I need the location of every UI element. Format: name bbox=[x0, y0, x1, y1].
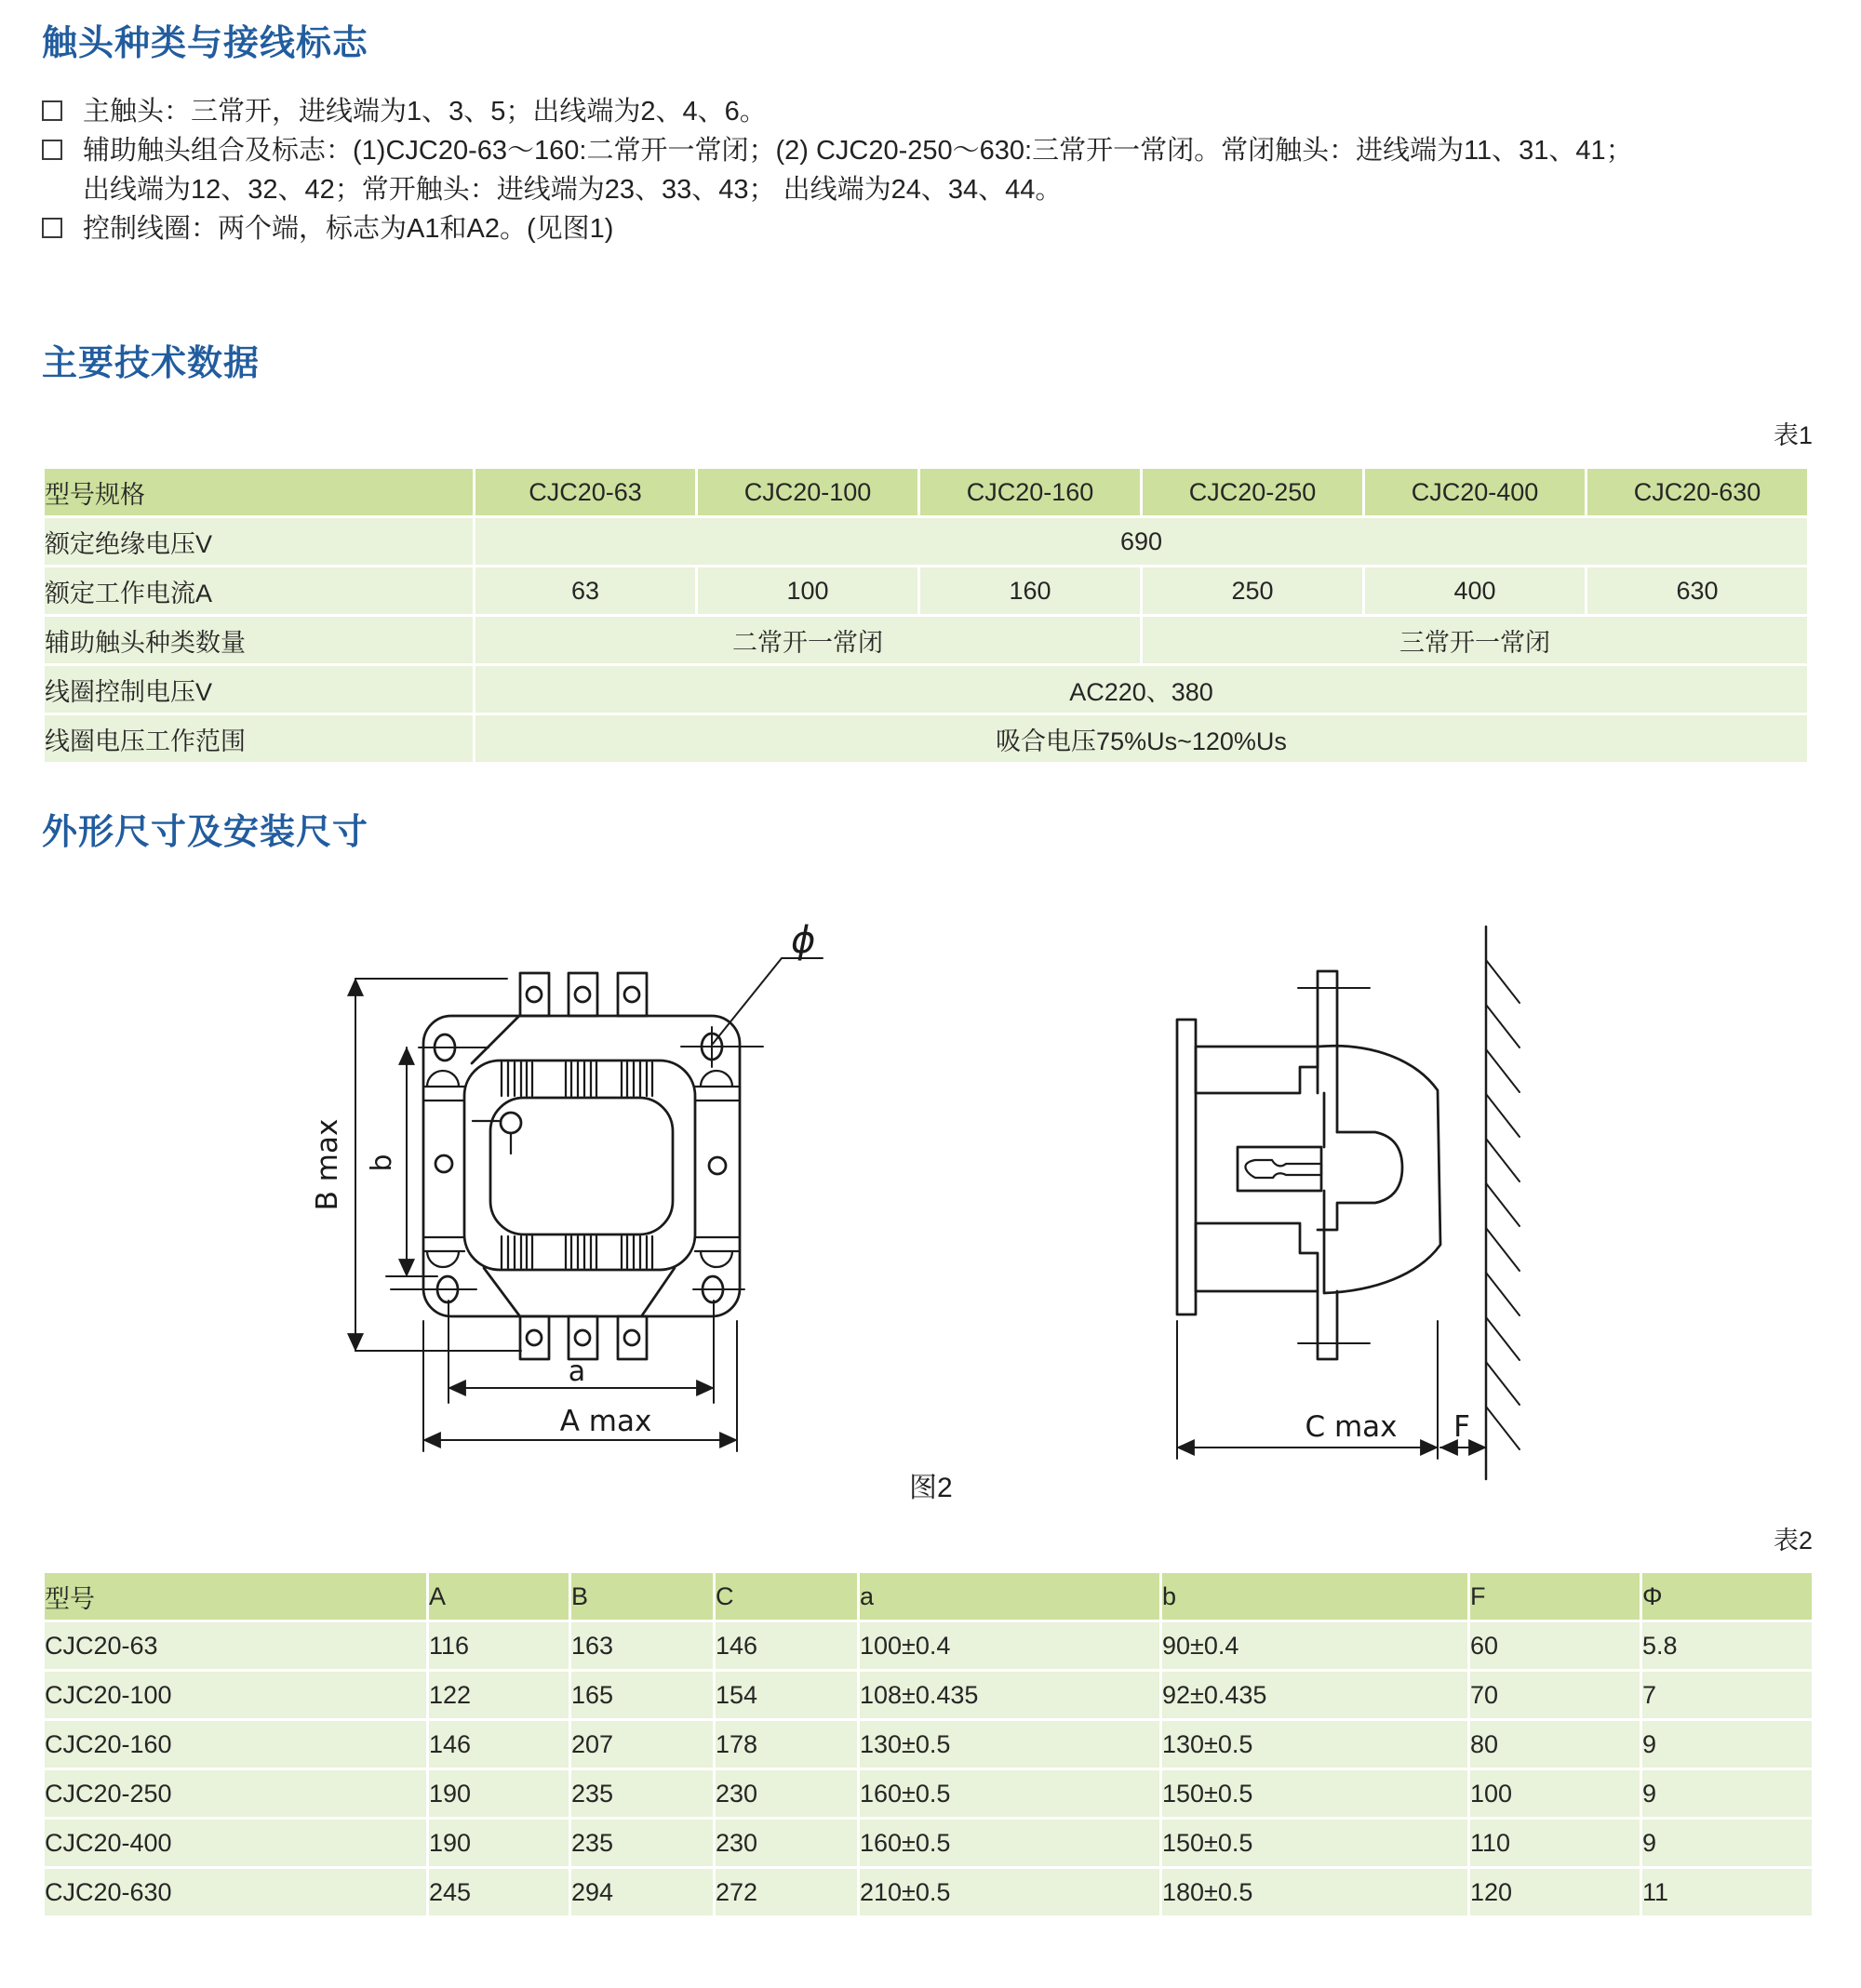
table1-label: 表1 bbox=[1773, 421, 1813, 449]
inner-frame bbox=[464, 1061, 695, 1270]
header-cell: CJC20-400 bbox=[1365, 469, 1585, 515]
table2-label: 表2 bbox=[1773, 1527, 1813, 1554]
cell: 吸合电压75%Us~120%Us bbox=[475, 715, 1807, 762]
header-cell: CJC20-630 bbox=[1587, 469, 1807, 515]
header-cell: CJC20-160 bbox=[920, 469, 1140, 515]
list-item bbox=[42, 93, 1838, 132]
front-view-drawing bbox=[423, 973, 740, 1359]
cell: 116 bbox=[429, 1622, 569, 1669]
cell: 11 bbox=[1642, 1869, 1812, 1915]
table-row bbox=[45, 518, 1807, 565]
cell: 160±0.5 bbox=[860, 1770, 1159, 1817]
table-row bbox=[45, 617, 1807, 663]
section-title-contact-types: 触头种类与接线标志 bbox=[42, 24, 369, 63]
cell: 60 bbox=[1470, 1622, 1640, 1669]
cell: 630 bbox=[1587, 567, 1807, 614]
cell: CJC20-160 bbox=[45, 1721, 426, 1768]
table-row bbox=[45, 1770, 1812, 1817]
table-header-row bbox=[45, 469, 1807, 515]
cell: CJC20-630 bbox=[45, 1869, 426, 1915]
cell: 63 bbox=[475, 567, 695, 614]
row-label-cell: 额定工作电流A bbox=[45, 567, 473, 614]
cell: 三常开一常闭 bbox=[1143, 617, 1807, 663]
side-terminal-top bbox=[1298, 971, 1370, 1132]
list-item-text: 控制线圈：两个端，标志为A1和A2。(见图1) bbox=[83, 214, 614, 244]
dimension-table bbox=[42, 1570, 1814, 1918]
row-label-cell: 线圈控制电压V bbox=[45, 666, 473, 713]
cell: 146 bbox=[716, 1622, 857, 1669]
cell: 690 bbox=[475, 518, 1807, 565]
terminal-tabs-bottom bbox=[520, 1316, 647, 1359]
list-item-continuation bbox=[42, 171, 1838, 210]
side-terminal-bottom bbox=[1298, 1291, 1370, 1359]
dim-label-c-max: C max bbox=[1305, 1410, 1398, 1444]
cell: 5.8 bbox=[1642, 1622, 1812, 1669]
cell: 9 bbox=[1642, 1721, 1812, 1768]
cell: 9 bbox=[1642, 1820, 1812, 1866]
list-item-text: 主触头：三常开，进线端为1、3、5；出线端为2、4、6。 bbox=[83, 97, 767, 127]
cell: 230 bbox=[716, 1820, 857, 1866]
table-row bbox=[45, 567, 1807, 614]
table-row bbox=[45, 666, 1807, 713]
row-label-cell: 辅助触头种类数量 bbox=[45, 617, 473, 663]
header-cell: F bbox=[1470, 1573, 1640, 1620]
header-cell: b bbox=[1162, 1573, 1467, 1620]
table-row bbox=[45, 1672, 1812, 1718]
cell: 165 bbox=[571, 1672, 713, 1718]
cell: 190 bbox=[429, 1770, 569, 1817]
flange-details bbox=[423, 1071, 740, 1267]
cell: CJC20-100 bbox=[45, 1672, 426, 1718]
phi-leader-line bbox=[713, 958, 823, 1044]
dimension-drawings bbox=[0, 874, 1861, 1507]
cell: 122 bbox=[429, 1672, 569, 1718]
table-row bbox=[45, 1622, 1812, 1669]
header-cell: A bbox=[429, 1573, 569, 1620]
header-cell: C bbox=[716, 1573, 857, 1620]
cell: 190 bbox=[429, 1820, 569, 1866]
cell: 146 bbox=[429, 1721, 569, 1768]
cell: 80 bbox=[1470, 1721, 1640, 1768]
cell: CJC20-400 bbox=[45, 1820, 426, 1866]
cell: 400 bbox=[1365, 567, 1585, 614]
cell: 154 bbox=[716, 1672, 857, 1718]
cell: 100 bbox=[698, 567, 917, 614]
cell: 245 bbox=[429, 1869, 569, 1915]
cell: 163 bbox=[571, 1622, 713, 1669]
table-row bbox=[45, 1820, 1812, 1866]
mounting-wall bbox=[1486, 927, 1520, 1479]
contact-bullet-list bbox=[42, 93, 1838, 249]
cell: 210±0.5 bbox=[860, 1869, 1159, 1915]
dim-label-a-max: A max bbox=[559, 1405, 652, 1438]
wall-hatching bbox=[1486, 960, 1520, 1449]
upper-arm bbox=[1196, 1047, 1318, 1093]
header-cell: B bbox=[571, 1573, 713, 1620]
header-cell: CJC20-250 bbox=[1143, 469, 1362, 515]
armature-slot bbox=[1238, 1147, 1321, 1191]
dim-label-b: b bbox=[366, 1154, 398, 1172]
front-plate bbox=[1177, 1020, 1196, 1314]
checkbox-icon bbox=[42, 140, 62, 160]
cell: 160 bbox=[920, 567, 1140, 614]
spec-table bbox=[42, 466, 1810, 765]
cell: 150±0.5 bbox=[1162, 1770, 1467, 1817]
checkbox-icon bbox=[42, 100, 62, 121]
dim-label-f: F bbox=[1453, 1410, 1470, 1444]
cell: 100±0.4 bbox=[860, 1622, 1159, 1669]
cell: 180±0.5 bbox=[1162, 1869, 1467, 1915]
cell: AC220、380 bbox=[475, 666, 1807, 713]
row-label-cell: 额定绝缘电压V bbox=[45, 518, 473, 565]
inner-panel bbox=[490, 1098, 673, 1234]
dim-label-b-max: B max bbox=[311, 1118, 344, 1211]
cell: 235 bbox=[571, 1820, 713, 1866]
cell: 150±0.5 bbox=[1162, 1820, 1467, 1866]
table-row bbox=[45, 715, 1807, 762]
cell: CJC20-250 bbox=[45, 1770, 426, 1817]
header-cell: a bbox=[860, 1573, 1159, 1620]
list-item-text: 辅助触头组合及标志：(1)CJC20-63～160:二常开一常闭；(2) CJC20-250～630:三常开一常闭。常闭触头：进线端为11、31、41； bbox=[83, 136, 1633, 166]
dim-label-a: a bbox=[568, 1355, 586, 1388]
centerlines bbox=[386, 1027, 763, 1289]
cell: 235 bbox=[571, 1770, 713, 1817]
cell: CJC20-63 bbox=[45, 1622, 426, 1669]
coil-end bbox=[1318, 1132, 1402, 1230]
header-cell: CJC20-63 bbox=[475, 469, 695, 515]
coil-marker-detail bbox=[473, 1113, 521, 1154]
cell: 9 bbox=[1642, 1770, 1812, 1817]
terminal-tabs-top bbox=[520, 973, 647, 1016]
cell: 90±0.4 bbox=[1162, 1622, 1467, 1669]
list-item-text: 出线端为12、32、42；常开触头：进线端为23、33、43； 出线端为24、34、44。 bbox=[83, 175, 1063, 205]
cell: 100 bbox=[1470, 1770, 1640, 1817]
cell: 120 bbox=[1470, 1869, 1640, 1915]
list-item bbox=[42, 132, 1838, 171]
cell: 230 bbox=[716, 1770, 857, 1817]
dim-label-phi: ϕ bbox=[791, 919, 816, 962]
cell: 272 bbox=[716, 1869, 857, 1915]
list-item bbox=[42, 210, 1838, 249]
table-row bbox=[45, 1721, 1812, 1768]
cell: 130±0.5 bbox=[1162, 1721, 1467, 1768]
header-cell: Φ bbox=[1642, 1573, 1812, 1620]
cell: 130±0.5 bbox=[860, 1721, 1159, 1768]
cell: 二常开一常闭 bbox=[475, 617, 1140, 663]
cell: 160±0.5 bbox=[860, 1820, 1159, 1866]
checkbox-icon bbox=[42, 218, 62, 238]
row-label-cell: 线圈电压工作范围 bbox=[45, 715, 473, 762]
table-row bbox=[45, 1869, 1812, 1915]
section-title-dimensions: 外形尺寸及安装尺寸 bbox=[42, 813, 369, 852]
header-cell: 型号规格 bbox=[45, 469, 473, 515]
cell: 207 bbox=[571, 1721, 713, 1768]
cell: 178 bbox=[716, 1721, 857, 1768]
cell: 294 bbox=[571, 1869, 713, 1915]
cell: 250 bbox=[1143, 567, 1362, 614]
cell: 110 bbox=[1470, 1820, 1640, 1866]
side-view-drawing bbox=[1177, 927, 1520, 1479]
cell: 108±0.435 bbox=[860, 1672, 1159, 1718]
cell: 7 bbox=[1642, 1672, 1812, 1718]
figure-caption: 图2 bbox=[909, 1473, 953, 1503]
lamination-hatch bbox=[502, 1062, 652, 1268]
cell: 92±0.435 bbox=[1162, 1672, 1467, 1718]
header-cell: CJC20-100 bbox=[698, 469, 917, 515]
section-title-technical-data: 主要技术数据 bbox=[42, 344, 261, 383]
cell: 70 bbox=[1470, 1672, 1640, 1718]
lower-arm bbox=[1196, 1223, 1318, 1291]
table-header-row bbox=[45, 1573, 1812, 1620]
header-cell: 型号 bbox=[45, 1573, 426, 1620]
